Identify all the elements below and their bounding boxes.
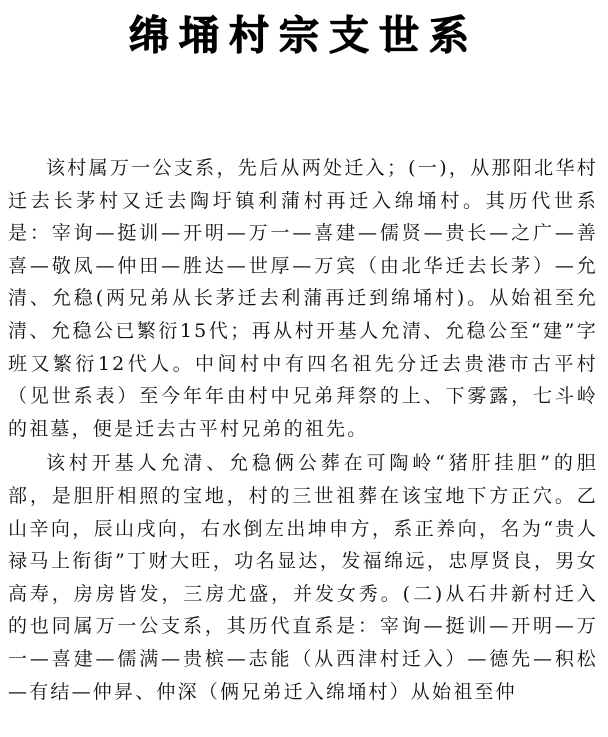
paragraph-2: 该村开基人允清、允稳俩公葬在可陶岭“猪肝挂胆”的胆部，是胆肝相照的宝地，村的三世祖葬在该宝地下方正穴。乙山辛向，辰山戌向，右水倒左出坤申方，系正养向，名为“贵人禄马上衔街”丁财大旺，功名显达，发福绵远，忠厚贤良，男女高寿，房房皆发，三房尤盛，并发女秀。(二)从石井新村迁入的也同属万一公支系，其历代直系是：宰询—挺训—开明—万一—喜建—儒满—贵槟—志能（从西津村迁入）—德先—积松—有结—仲昇、仲深（俩兄弟迁入绵埇村）从始祖至仲 [8,452,598,703]
document-body [8,152,598,708]
page-title: 绵埇村宗支世系 [129,13,479,59]
paragraph-1: 该村属万一公支系，先后从两处迁入；(一)，从那阳北华村迁去长茅村又迁去陶圩镇利蒲村再迁入绵埇村。其历代世系是：宰询—挺训—开明—万一—喜建—儒贤—贵长—之广—善喜—敬凤—仲田—胜达—世厚—万宾（由北华迁去长茅）—允清、允稳(两兄弟从长茅迁去利蒲再迁到绵埇村)。从始祖至允清、允稳公已繁衍15代；再从村开基人允清、允稳公至“建”字班又繁衍12代人。中间村中有四名祖先分迁去贵港市古平村（见世系表）至今年年由村中兄弟拜祭的上、下雾露，七斗岭的祖墓，便是迁去古平村兄弟的祖先。 [8,157,598,440]
